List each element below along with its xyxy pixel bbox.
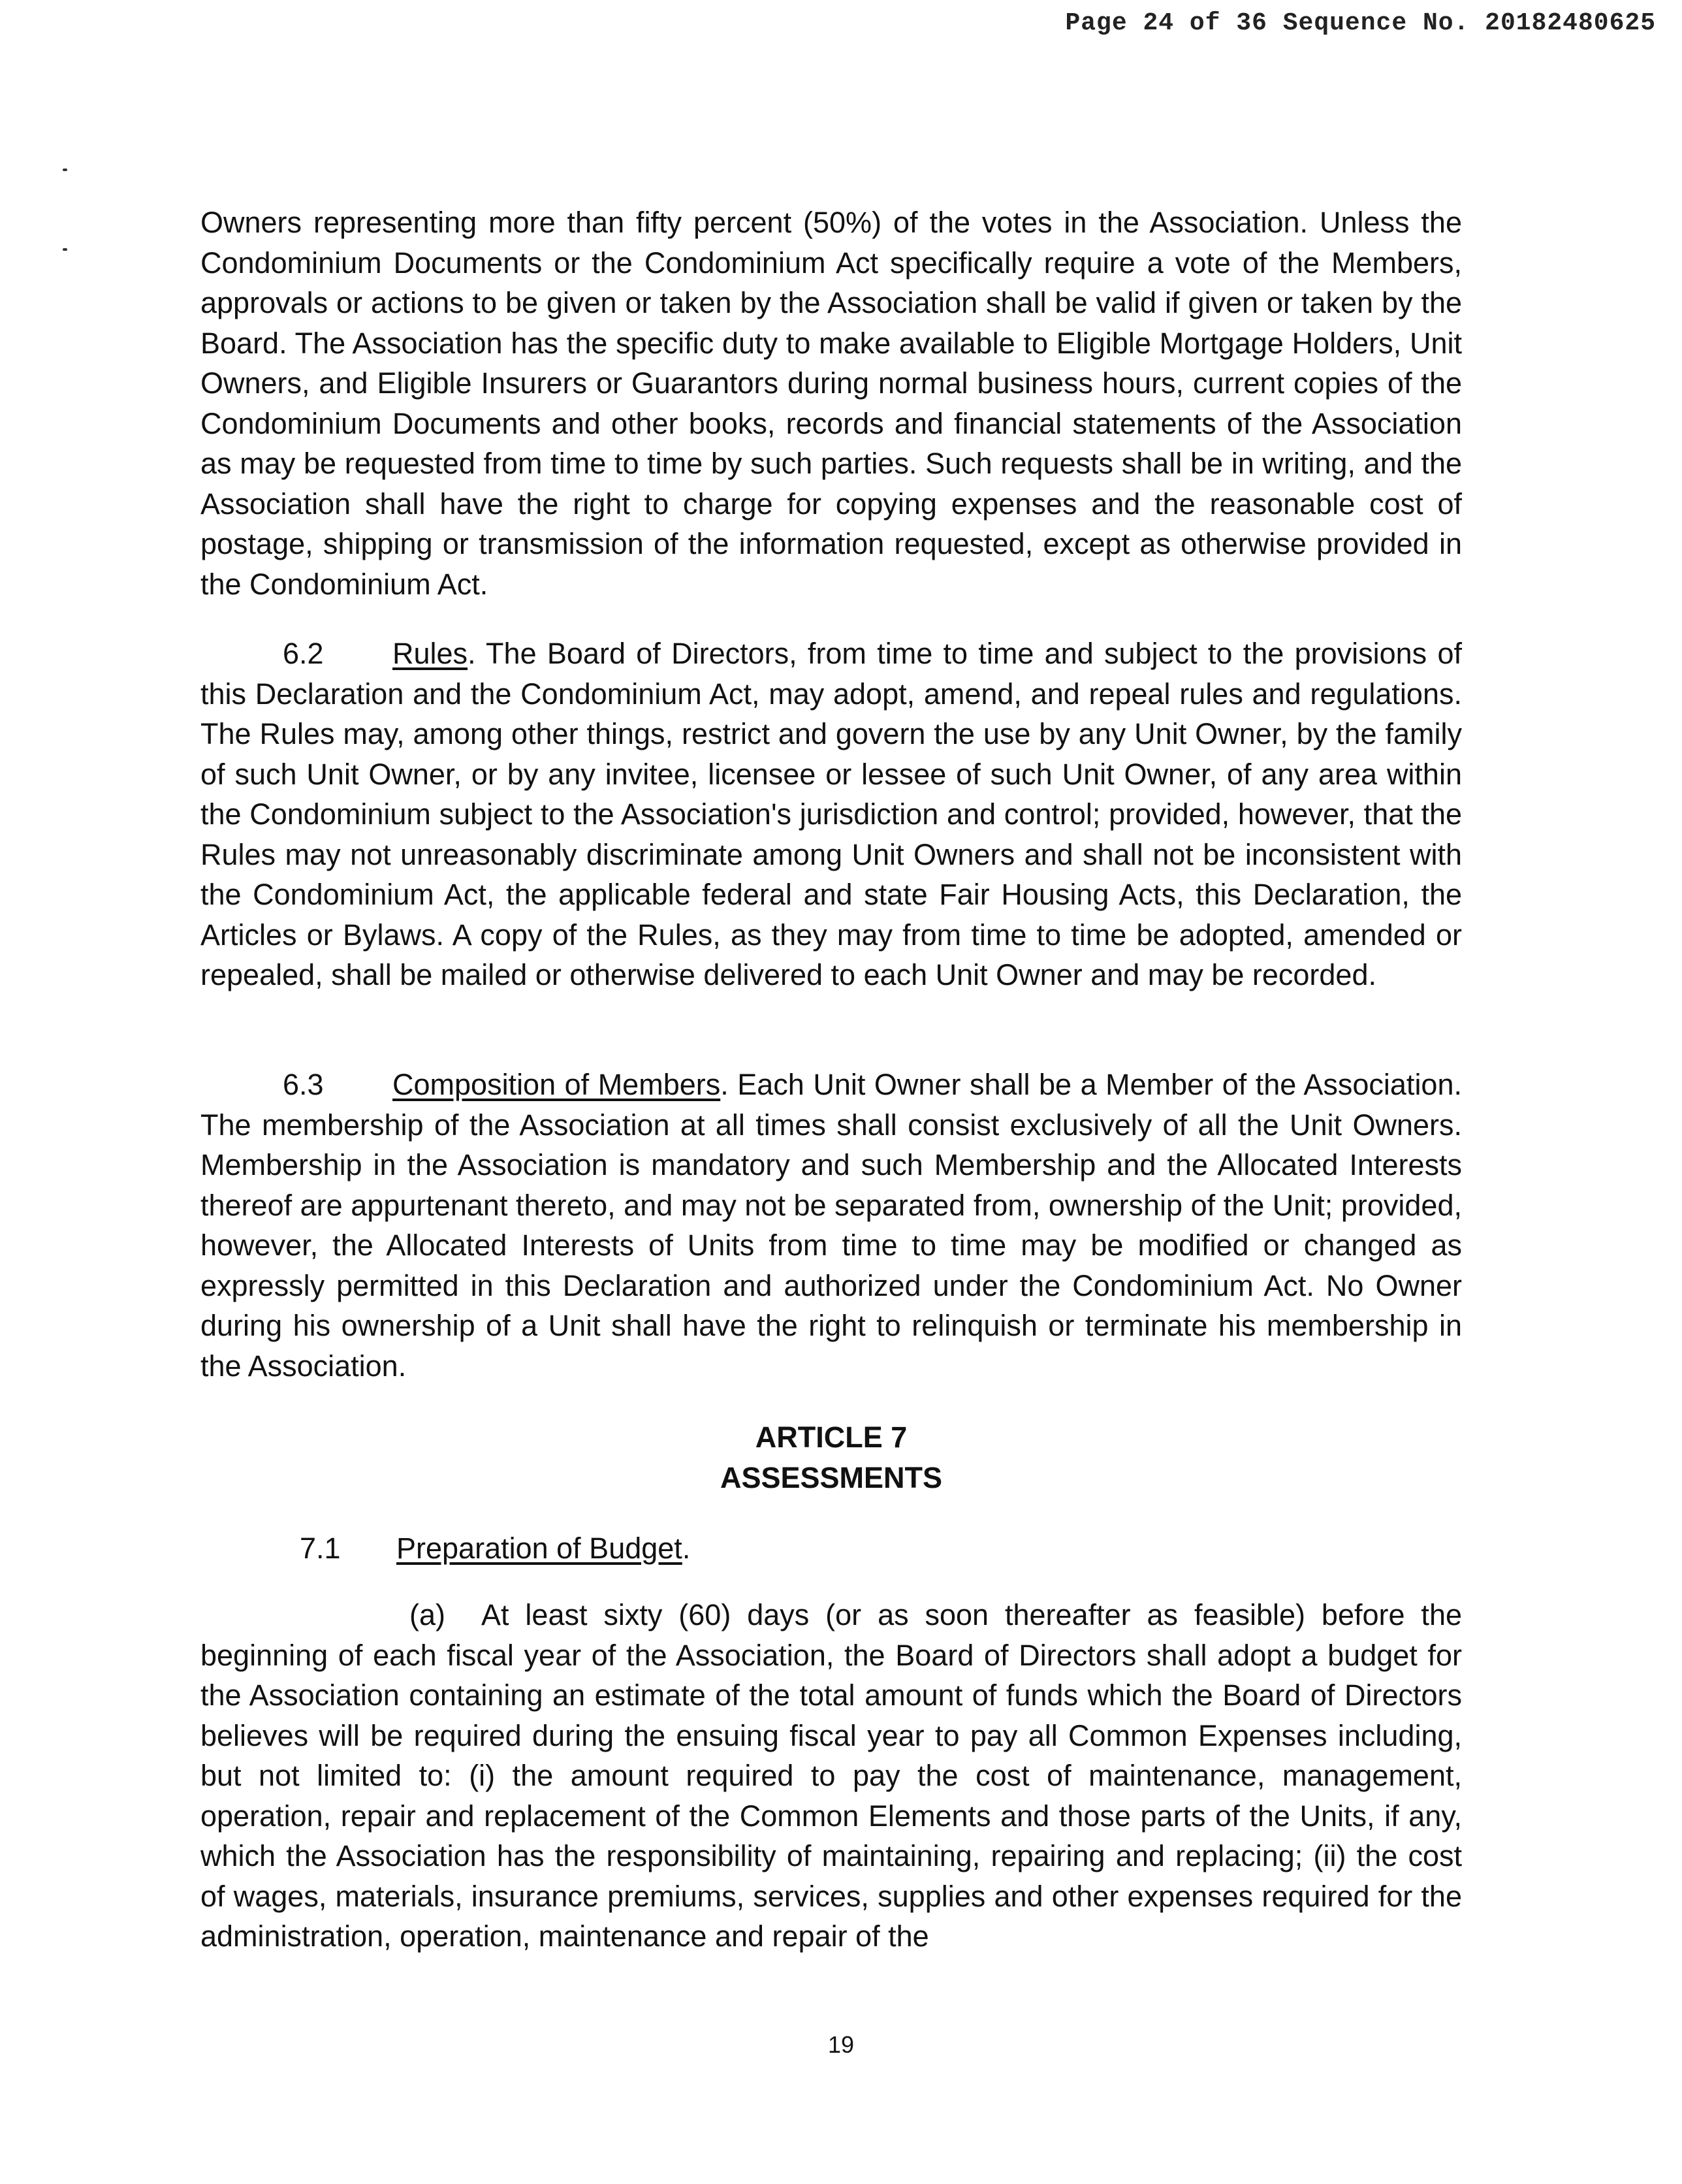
section-number: 7.1	[300, 1532, 341, 1565]
section-6-2	[200, 634, 1462, 995]
subsection-body: At least sixty (60) days (or as soon thereafter as feasible) before the beginning of each fiscal year of the Association, the Board of Directors shall adopt a budget for the Association containing an estimate of the total amount of funds which the Board of Directors believes will be required during the ensuing fiscal year to pay all Common Expenses including, but not limited to: (i) the amount required to pay the cost of maintenance, management, operation, repair and replacement of the Common Elements and those parts of the Units, if any, which the Association has the responsibility of maintaining, repairing and replacing; (ii) the cost of wages, materials, insurance premiums, services, supplies and other expenses required for the administration, operation, maintenance and repair of the	[200, 1598, 1462, 1953]
section-title-suffix: .	[682, 1532, 691, 1565]
subsection-a-paragraph	[200, 1595, 1462, 1957]
section-title: Composition of Members	[392, 1068, 721, 1101]
paragraph-text: Owners representing more than fifty percent (50%) of the votes in the Association. Unless the Condominium Documents or the Condominium Act specifically require a vote of the Members, approvals or actions to be given or taken by the Association shall be valid if given or taken by the Board. The Association has the specific duty to make available to Eligible Mortgage Holders, Unit Owners, and Eligible Insurers or Guarantors during normal business hours, current copies of the Condominium Documents and other books, records and financial statements of the Association as may be requested from time to time by such parties. Such requests shall be in writing, and the Association shall have the right to charge for copying expenses and the reasonable cost of postage, shipping or transmission of the information requested, except as otherwise provided in the Condominium Act.	[200, 206, 1462, 601]
article-heading	[200, 1417, 1462, 1498]
subsection-a	[200, 1595, 1462, 1957]
subsection-label: (a)	[409, 1598, 445, 1631]
section-6-3	[200, 1065, 1462, 1386]
sequence-stamp: Page 24 of 36 Sequence No. 20182480625	[1065, 9, 1656, 37]
section-number: 6.2	[283, 637, 324, 670]
article-number: ARTICLE 7	[755, 1421, 908, 1454]
section-title: Rules	[392, 637, 468, 670]
section-title: Preparation of Budget	[396, 1532, 682, 1565]
section-body: . The Board of Directors, from time to time and subject to the provisions of this Declaration and the Condominium Act, may adopt, amend, and repeal rules and regulations. The Rules may, among other things, restrict and govern the use by any Unit Owner, by the family of such Unit Owner, or by any invitee, licensee or lessee of such Unit Owner, of any area within the Condominium subject to the Association's jurisdiction and control; provided, however, that the Rules may not unreasonably discriminate among Unit Owners and shall not be inconsistent with the Condominium Act, the applicable federal and state Fair Housing Acts, this Declaration, the Articles or Bylaws. A copy of the Rules, as they may from time to time be adopted, amended or repealed, shall be mailed or otherwise delivered to each Unit Owner and may be recorded.	[200, 637, 1462, 991]
article-title: ASSESSMENTS	[720, 1461, 943, 1494]
section-6-3-paragraph	[200, 1065, 1462, 1386]
section-6-2-paragraph	[200, 634, 1462, 995]
page-number: 19	[827, 2031, 855, 2058]
section-number: 6.3	[283, 1068, 324, 1101]
section-7-1-heading	[300, 1528, 690, 1569]
paragraph-continuation	[200, 202, 1462, 604]
section-body: . Each Unit Owner shall be a Member of the Association. The membership of the Association at all times shall consist exclusively of all the Unit Owners. Membership in the Association is mandatory and such Membership and the Allocated Interests thereof are appurtenant thereto, and may not be separated from, ownership of the Unit; provided, however, the Allocated Interests of Units from time to time may be modified or changed as expressly permitted in this Declaration and authorized under the Condominium Act. No Owner during his ownership of a Unit shall have the right to relinquish or terminate his membership in the Association.	[200, 1068, 1462, 1383]
scan-speck	[63, 248, 67, 251]
scan-speck	[63, 169, 67, 171]
